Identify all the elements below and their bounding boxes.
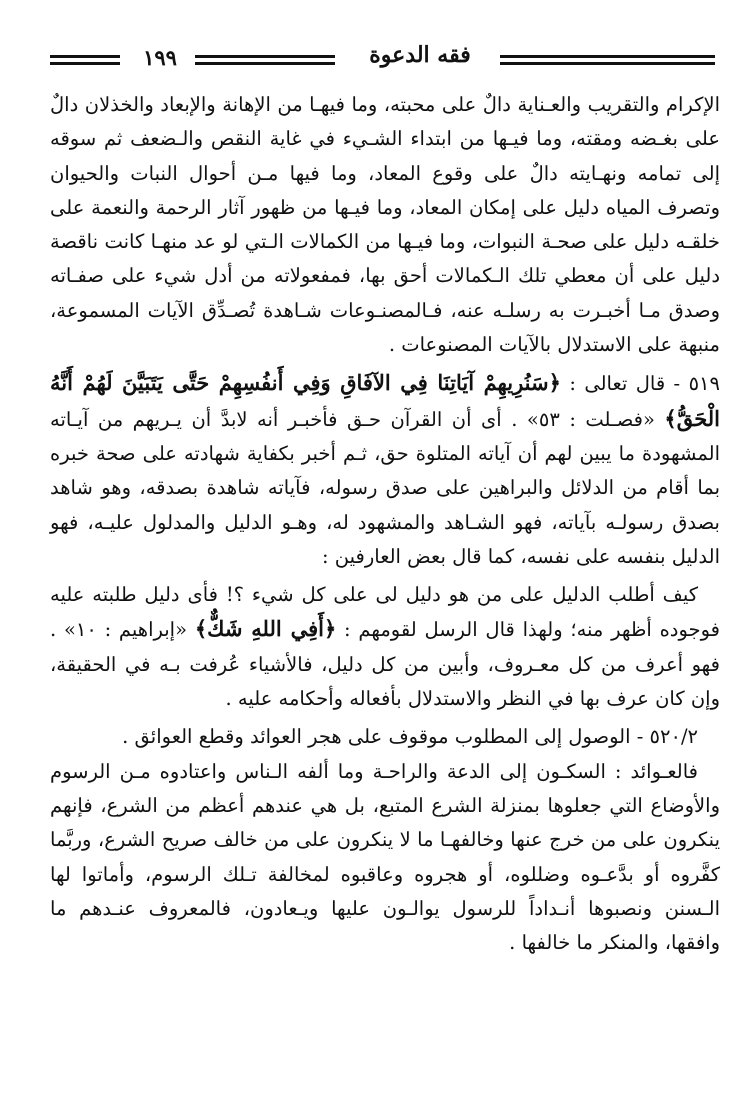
header-rule-middle <box>195 55 335 65</box>
paragraph-text: كيف أطلب الدليل على من هو دليل لى على كل شيء ؟! فأى دليل طلبته عليه فوجوده أظهر منه؛ ولهذا قال الرسل لقومهم : <box>50 583 720 642</box>
page-number: ١٩٩ <box>143 45 177 70</box>
item-heading-520: ٥٢٠/٢ - الوصول إلى المطلوب موقوف على هجر العوائد وقطع العوائق . <box>122 725 698 749</box>
paragraph-text: «إبراهيم : ١٠» . فهو أعرف من كل معـروف، وأبين من كل دليل، فالأشياء عُرفت بـه في الحقيقة، وإن كان عرف بها في النظر والاستدلال بأفعاله وأحكامه عليه . <box>50 618 720 711</box>
quran-verse: ﴿أَفِي اللهِ شَكٌّ﴾ <box>194 616 337 642</box>
paragraph-text: الإكرام والتقريب والعـناية دالٌ على محبته، وما فيهـا من الإهانة والإبعاد والخذلان دالٌ على بغـضه ومقته، وما فيـها من ابتداء الشـيء في غاية النقص والـضعف ثم سوقه إلى تمامه ونهـايته دالٌ على وقوع المعاد، وما فيها مـن أحوال النبات والحيوان وتصرف المياه دليل على إمكان المعاد، وما فيـها من ظهور آثار الرحمة والنعمة على خلقـه دليل على صحـة النبوات، وما فيـها من الكمالات الـتي لو عد منهـا كانت ناقصة دليل على أن معطي تلك الـكمالات أحق بها، فمفعولاته من أدل شيء على صفـاته وصدق مـا أخبـرت به رسلـه عنه، فـالمصنـوعات شـاهدة تُصـدِّق الآيات المسموعة، منبهة على الاستدلال بالآيات المصنوعات . <box>50 93 720 357</box>
paragraph-3 <box>50 578 720 716</box>
paragraph-text: فالعـوائد : السكـون إلى الدعة والراحـة وما ألفه الـناس واعتادوه مـن الرسوم والأوضاع التي جعلوها بمنزلة الشرع المتبع، بل هي عندهم أعظم من الشرع، فإنهم ينكرون على من خرج عنها وخالفهـا ما لا ينكرون على من خالف صريح الشرع، وربَّما كفَّروه أو بدَّعـوه وضللوه، أو هجروه وعاقبوه لمخالفة تـلك الرسوم، وأماتوا لها الـسنن ونصبوها أنـداداً للرسول يوالـون عليها ويـعادون، فالمعروف عنـدهم ما وافقها، والمنكر ما خالفها . <box>50 759 720 955</box>
header-rule-left <box>50 55 120 65</box>
paragraph-2-item-519 <box>50 366 720 574</box>
paragraph-text: «فصـلت : ٥٣» . أى أن القرآن حـق فأخبـر أنه لابدَّ أن يـريهم من آيـاته المشهودة ما يبين لهم أن آياته المتلوة حق، ثـم أخبر بكفاية شهادته على صحة خبره بما أقام من الدلائل والبراهين على صدق رسوله، فآياته شاهدة بصدقه، وهو شاهد بصدق رسولـه بآياته، فهو الشـاهد والمشهود له، وهـو الدليل والمدلول عليـه، فهو الدليل بنفسه على نفسه، كما قال بعض العارفين : <box>50 407 720 568</box>
header-rule-right <box>500 55 715 65</box>
item-number-519: ٥١٩ - قال تعالى : <box>560 372 720 396</box>
paragraph-5 <box>50 755 720 961</box>
quran-verse: ﴿سَنُرِيهِمْ آيَاتِنَا فِي الآفَاقِ وَفِي أَنفُسِهِمْ حَتَّى يَتَبَيَّنَ لَهُمْ أَنَّهُ الْحَقُّ﴾ <box>50 370 721 431</box>
page-header <box>50 42 715 78</box>
running-title: فقه الدعوة <box>369 42 471 68</box>
page-body <box>50 88 720 960</box>
paragraph-1 <box>50 88 720 362</box>
paragraph-4-item-520 <box>50 720 720 754</box>
